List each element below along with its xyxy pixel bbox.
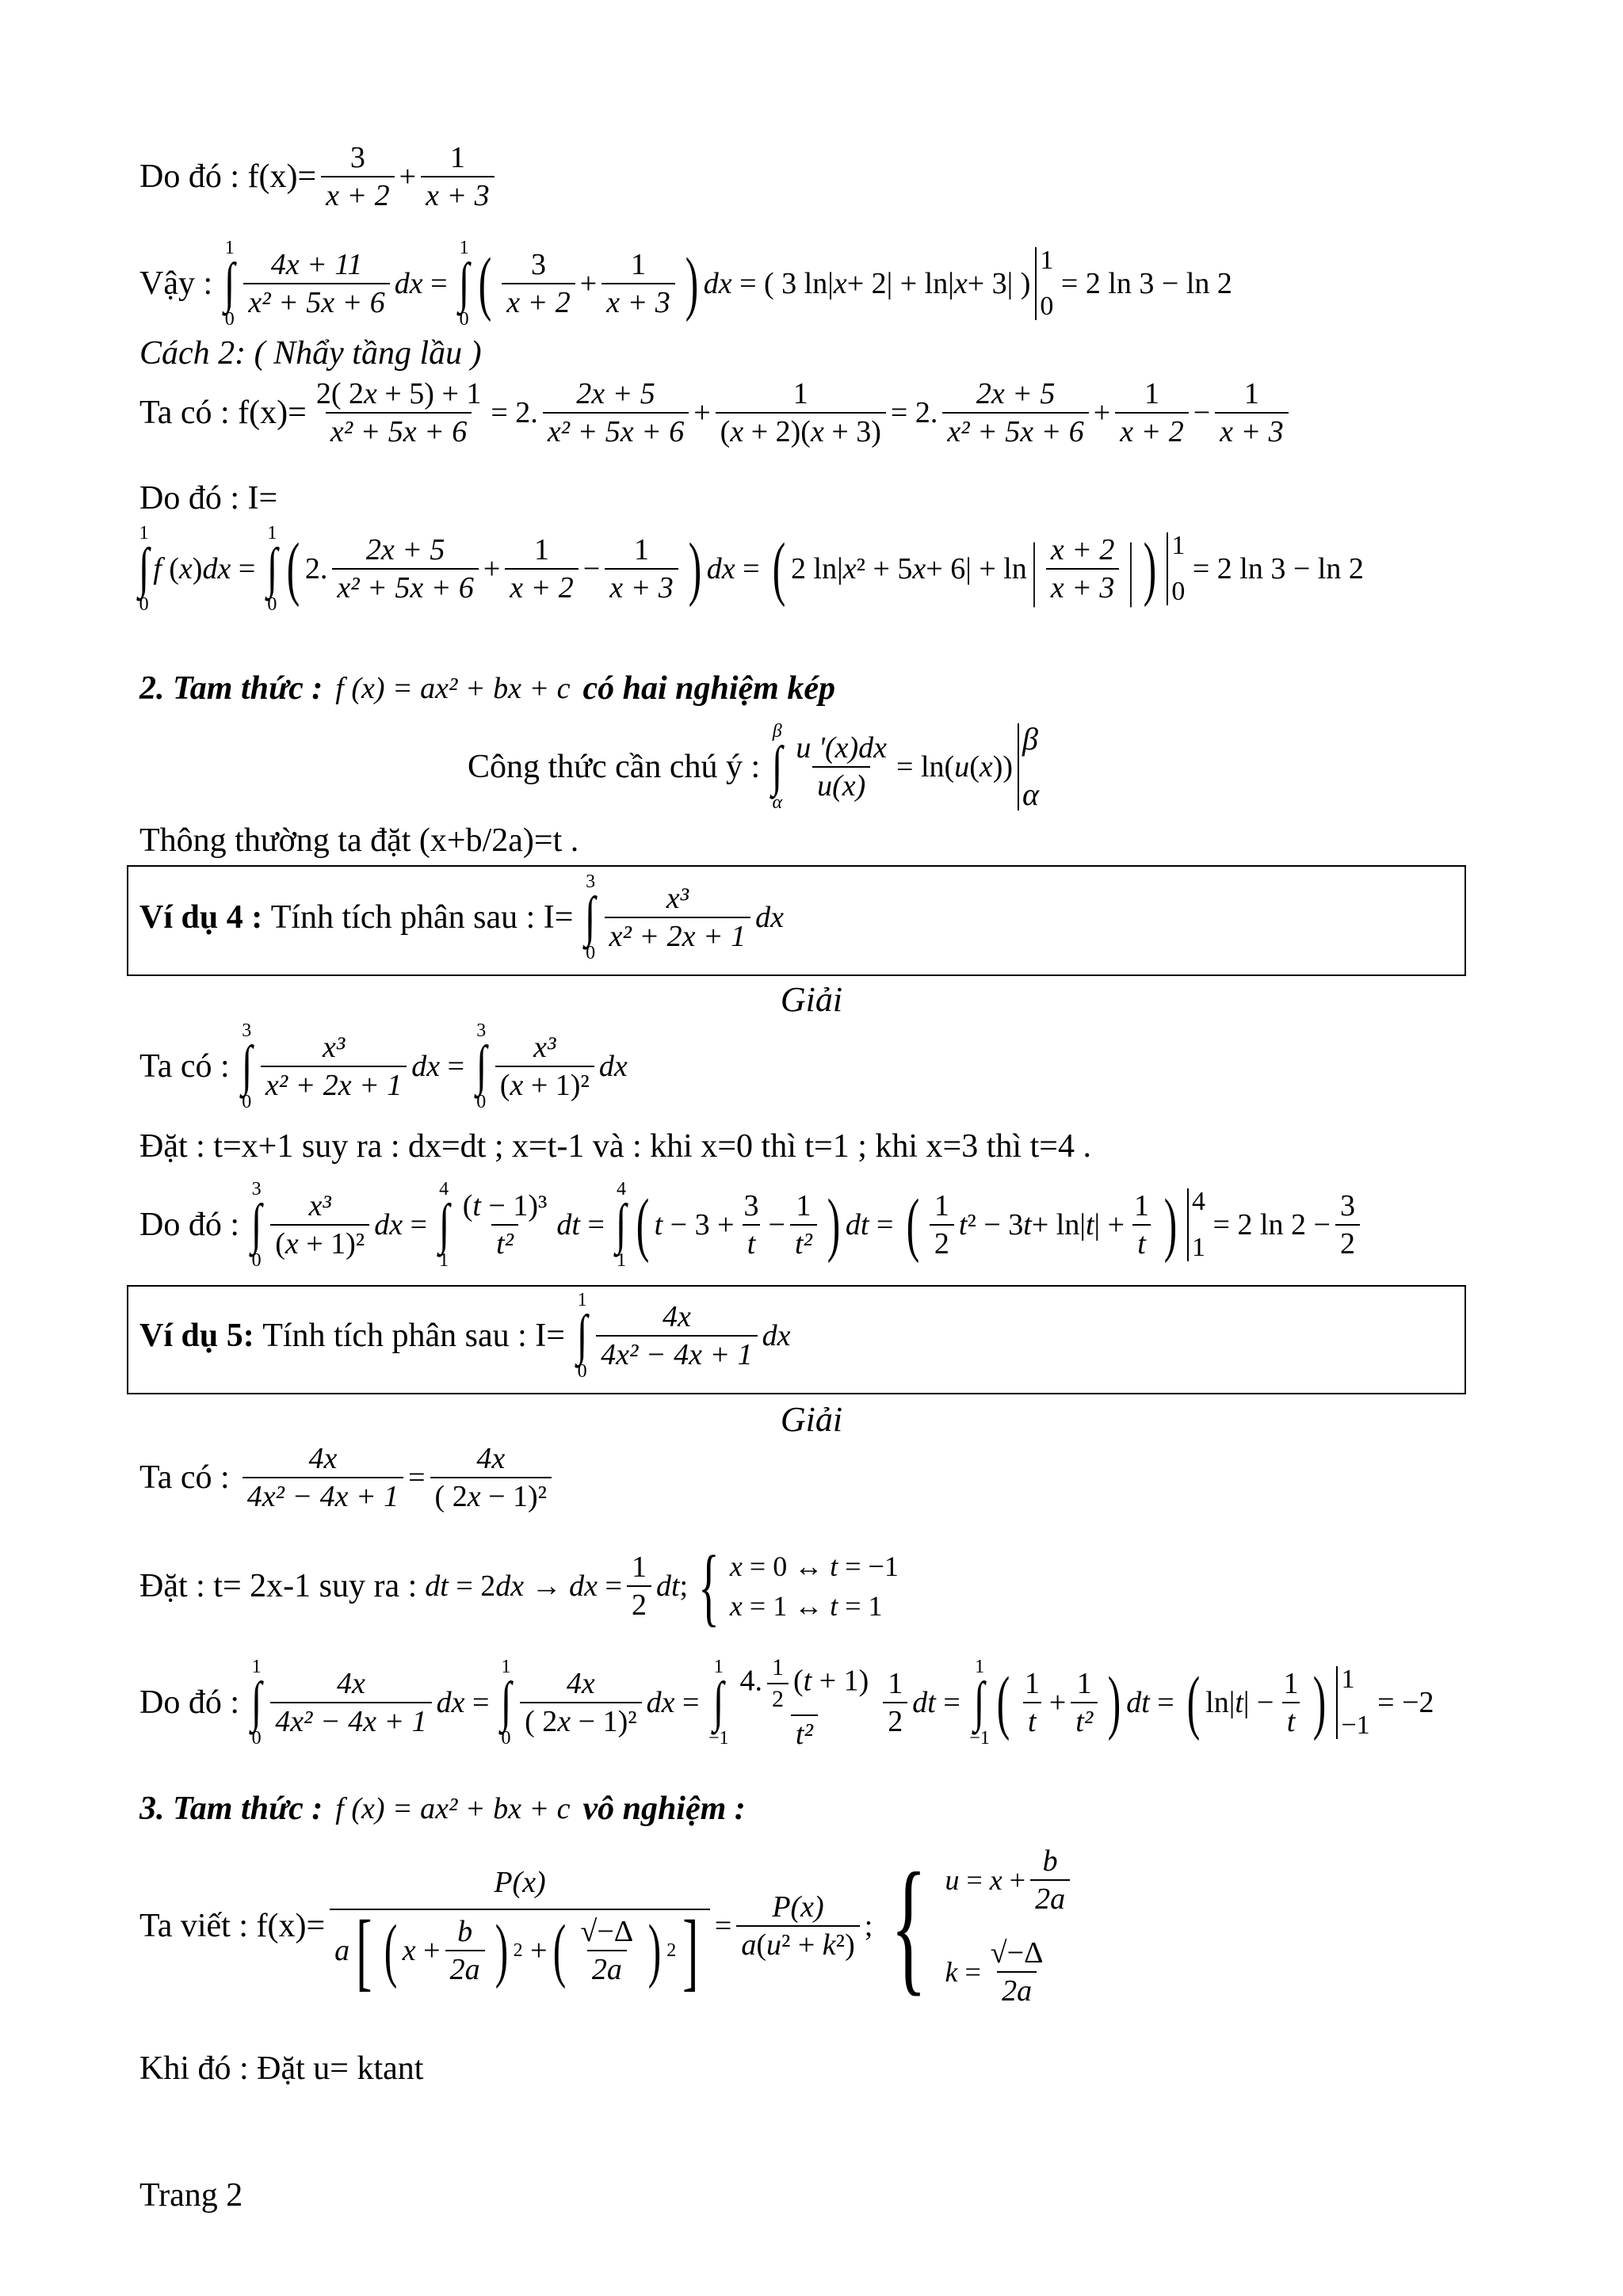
section-3-tail: vô nghiệm : xyxy=(582,1791,746,1827)
line-taco-vd5 xyxy=(139,1444,556,1512)
label-do-do-vd4: Do đó : xyxy=(139,1207,239,1243)
section-3-formula: f (x) = ax² + bx + c xyxy=(335,1792,571,1825)
label-ta-viet: Ta viết : f(x)= xyxy=(139,1908,326,1944)
line-integral-I xyxy=(135,523,1364,615)
example-4-text: Tính tích phân sau : I= xyxy=(270,899,574,936)
formula-do-do-vd4: 3 ∫ 0 $\frac{\text{x³}}{\text{(x + 1)²}}$ dx = 4 ∫ 1 $\frac{\text{(t − 1)³}}{\text{t²}}$ dt = 4 ∫ 1 ( t − 3 + $\frac{3}{t}$ − $\frac{1}{\text{t²}}$ ) dt = ( $\frac{1}{2}$ t ² − 3 t + ln| t | + $\frac{1}{t}$ ) 4 1 = 2 ln 2 − $\frac{3}{2}$ xyxy=(239,1179,1365,1271)
line-taco-fx xyxy=(139,379,1293,447)
formula-do-do-vd5: 1 ∫ 0 $\frac{4x}{\text{4x² − 4x + 1}}$ dx = 1 ∫ 0 $\frac{4x}{\text{( 2x − 1)²}}$ dx = 1 ∫ −1 4. $\frac{1}{2}$ (t + 1) t² $\frac{1}{2}$ dt = 1 ∫ −1 ( $\frac{1}{t}$ + $\frac{1}{\text{t²}}$ ) dt = ( ln| t | − $\frac{1}{t}$ ) 1 −1 = −2 xyxy=(250,1654,1434,1751)
formula-log-derivative: β ∫ α $\frac{u '(x)dx}{u(x)}$ = ln( u ( x )) β α xyxy=(772,721,1040,813)
formula-taco-vd5: $\frac{4x}{\text{4x² − 4x + 1}}$ = $\frac{4x}{\text{( 2x − 1)²}}$ xyxy=(230,1444,556,1512)
formula-taco-fx: $\frac{2( 2x + 5) + 1}{\text{x² + 5x + 6}}$ = 2. $\frac{2x + 5}{\text{x² + 5x + 6}}$ + $\frac{1}{(x + 2)(x + 3)}$ = 2. $\frac{2x + 5}{\text{x² + 5x + 6}}$ + $\frac{1}{x + 2}$ − $\frac{1}{x + 3}$ xyxy=(307,379,1293,447)
cach-2-heading: Cách 2: ( Nhẩy tầng lầu ) xyxy=(139,335,482,372)
line-vay xyxy=(139,238,1232,330)
formula-example-5: 1 ∫ 0 $\frac{4x}{\text{4x² − 4x + 1}}$ dx xyxy=(576,1290,791,1382)
line-ta-viet xyxy=(139,1843,1075,2009)
label-do-do-fx: Do đó : f(x)= xyxy=(139,158,317,195)
example-5-statement xyxy=(139,1290,790,1382)
label-vay: Vậy : xyxy=(139,265,213,302)
giai-heading-4: Giải xyxy=(780,980,843,1019)
formula-integral-I: 1 ∫ 0 f ( x ) dx = 1 ∫ 0 ( 2. $\frac{2x + 5}{\text{x² + 5x + 6}}$ + $\frac{1}{x + 2}$ − $\frac{1}{x + 3}$ ) dx = ( 2 ln| x ² + 5 x + 6| + ln | $\frac{x + 2}{x + 3}$ | ) 1 0 = 2 ln 3 − ln 2 xyxy=(138,523,1364,615)
section-3-heading xyxy=(139,1792,746,1825)
formula-taco-vd4: 3 ∫ 0 $\frac{\text{x³}}{\text{x² + 2x + 1}}$ dx = 3 ∫ 0 $\frac{\text{x³}}{\text{(x + 1)²}}$ dx xyxy=(241,1020,628,1112)
label-taco-fx: Ta có : f(x)= xyxy=(139,395,307,431)
formula-dat-vd5: dt = 2 dx → dx = $\frac{1}{2}$ dt ; { x = 0 ↔ t = −1 x = 1 ↔ t = 1 xyxy=(425,1538,899,1634)
section-3-title: 3. Tam thức : xyxy=(139,1791,323,1827)
label-cong-thuc: Công thức cần chú ý : xyxy=(468,749,761,785)
example-4-label: Ví dụ 4 : xyxy=(139,899,263,936)
section-2-formula: f (x) = ax² + bx + c xyxy=(335,672,571,705)
section-2-title: 2. Tam thức : xyxy=(139,670,323,707)
example-5-label: Ví dụ 5: xyxy=(139,1318,254,1354)
page-footer: Trang 2 xyxy=(139,2177,243,2214)
label-do-do-I: Do đó : I= xyxy=(139,480,278,517)
line-dat-vd5 xyxy=(139,1538,899,1634)
example-5-text: Tính tích phân sau : I= xyxy=(262,1318,565,1354)
formula-example-4: 3 ∫ 0 $\frac{\text{x³}}{\text{x² + 2x + 1}}$ dx xyxy=(585,871,784,963)
line-do-do-vd5 xyxy=(139,1656,1434,1749)
formula-fx-partial: $\frac{3}{x + 2}$ + $\frac{1}{x + 3}$ xyxy=(316,143,498,211)
line-cong-thuc xyxy=(468,721,1039,813)
line-dat-vd4: Đặt : t=x+1 suy ra : dx=dt ; x=t-1 và : khi x=0 thì t=1 ; khi x=3 thì t=4 . xyxy=(139,1128,1091,1165)
section-2-tail: có hai nghiệm kép xyxy=(582,670,835,707)
giai-heading-5: Giải xyxy=(780,1400,843,1439)
line-do-do-fx xyxy=(139,143,499,211)
example-4-statement xyxy=(139,871,784,963)
line-khi-do: Khi đó : Đặt u= ktant xyxy=(139,2050,424,2087)
line-taco-vd4 xyxy=(139,1020,628,1112)
section-2-heading xyxy=(139,672,835,705)
label-do-do-vd5: Do đó : xyxy=(139,1684,239,1721)
formula-vay: 1 ∫ 0 $\frac{4x + 11}{\text{x² + 5x + 6}}$ dx = 1 ∫ 0 ( $\frac{3}{x + 2}$ + $\frac{1}{x + 3}$ ) dx = ( 3 ln| x + 2| + ln| x + 3| ) 1 0 = 2 ln 3 − ln 2 xyxy=(224,238,1232,330)
line-thong-thuong: Thông thường ta đặt (x+b/2a)=t . xyxy=(139,822,579,859)
line-do-do-vd4 xyxy=(139,1179,1365,1271)
formula-ta-viet: P(x) a [ ( x + $\frac{b}{2a}$ ) 2 + ( $\frac{√-\Delta}{2a}$ ) 2 ] = $\frac{P(x)}{\text{a(u² + k²)}}$ ; { u = x + $\frac{b}{2a}$ k = $\frac{√-\Delta}{2a}$ xyxy=(325,1846,1075,2006)
label-taco-vd4: Ta có : xyxy=(139,1048,230,1085)
label-dat-vd5: Đặt : t= 2x-1 suy ra : xyxy=(139,1568,418,1604)
label-taco-vd5: Ta có : xyxy=(139,1459,230,1496)
